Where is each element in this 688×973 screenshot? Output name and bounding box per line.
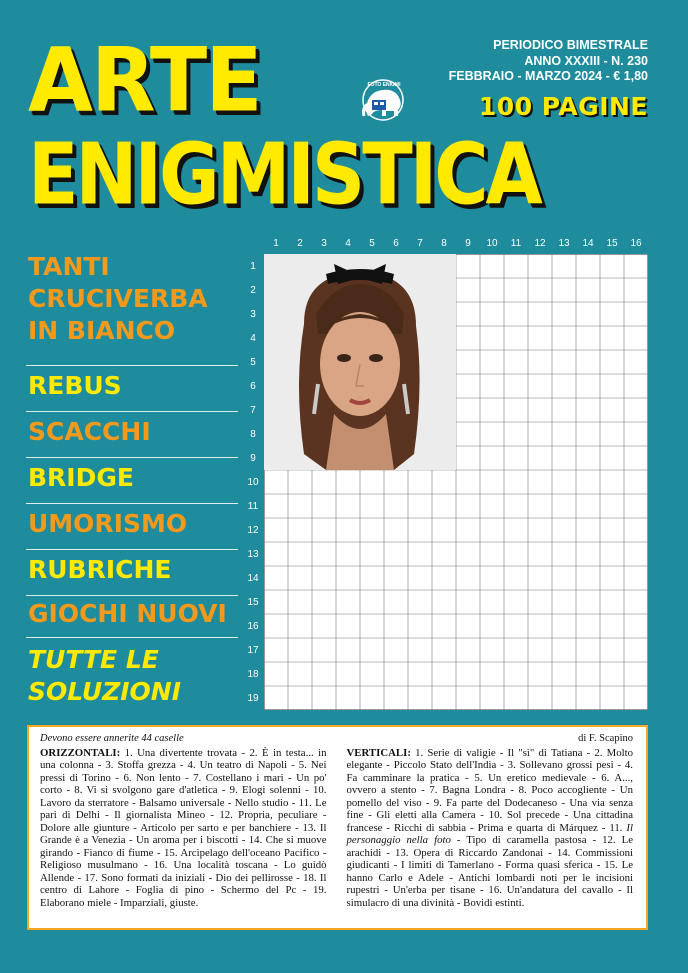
magazine-title-line2: ENIGMISTICA — [28, 125, 540, 224]
logo-text: FOTO ENIGMI — [367, 82, 401, 88]
column-number: 1 — [273, 238, 279, 249]
across-text: 1. Una divertente trovata - 2. È in testa... in una colonna - 3. Stoffa grezza - 4. Un teatro di Napoli - 5. Nei pressi di Torino - 6. Non lento - 7. Costellano i mari - Un po' corto - 8. Vi si svolgono gare d'atletica - 9. Elogi solenni - 10. Lavoro da sterratore - Balsamo universale - Nello studio - 11. Le pari di Delhi - Il giornalista Mineo - 12. Propria, peculiare - Dolore alle giunture - Articolo per sarto e per banchiere - 13. Il Grande è a Venezia - Un aroma per i biscotti - 14. Che si muove girando - Fianco di fiume - 15. Arcipelago dell'oceano Pacifico - Religioso musulmano - 16. Una località toscana - Lo guidò Allende - 17. Sono formati da iniziali - Dio dei pellirosse - 18. Il centro di Lahore - Foglia di pino - Schermo del Pc - 19. Elaborano miele - Imparziali, giuste. — [40, 746, 327, 909]
clues-down — [347, 747, 634, 910]
row-number: 16 — [247, 621, 259, 632]
publisher-logo — [354, 78, 412, 124]
column-number: 7 — [417, 238, 423, 249]
row-number: 1 — [250, 261, 256, 272]
column-number: 3 — [321, 238, 327, 249]
down-text-italic: Il personaggio nella foto — [346, 821, 633, 846]
column-number: 12 — [534, 238, 546, 249]
row-number: 13 — [247, 549, 259, 560]
column-number: 10 — [486, 238, 498, 249]
row-number: 7 — [250, 405, 256, 416]
clues-author: di F. Scapino — [578, 733, 633, 744]
celebrity-photo — [264, 254, 456, 470]
column-number: 15 — [606, 238, 618, 249]
list-giochi-nuovi: GIOCHI NUOVI — [28, 599, 227, 628]
list-soluzioni-2: SOLUZIONI — [28, 677, 182, 706]
list-bridge: BRIDGE — [28, 463, 134, 492]
row-number: 2 — [250, 285, 256, 296]
pages-count: 100 PAGINE — [478, 92, 648, 121]
column-number: 13 — [558, 238, 570, 249]
column-number: 8 — [441, 238, 447, 249]
divider — [26, 365, 238, 366]
row-number: 8 — [250, 429, 256, 440]
column-number: 4 — [345, 238, 351, 249]
row-number: 17 — [247, 645, 259, 656]
column-number: 14 — [582, 238, 594, 249]
list-cruciverba-3: IN BIANCO — [28, 316, 176, 345]
list-rubriche: RUBRICHE — [28, 555, 172, 584]
clues-note: Devono essere annerite 44 caselle — [40, 733, 184, 744]
row-number: 11 — [247, 501, 259, 512]
row-number: 18 — [247, 669, 259, 680]
column-number: 2 — [297, 238, 303, 249]
divider — [26, 503, 238, 504]
row-number: 14 — [247, 573, 259, 584]
row-number: 15 — [247, 597, 259, 608]
magazine-title-line1: ARTE — [28, 28, 261, 132]
row-number: 9 — [250, 453, 256, 464]
row-number: 6 — [250, 381, 256, 392]
list-soluzioni-1: TUTTE LE — [28, 645, 159, 674]
date-price: FEBBRAIO - MARZO 2024 - € 1,80 — [448, 69, 648, 83]
list-cruciverba-1: TANTI — [28, 252, 110, 281]
column-number: 9 — [465, 238, 471, 249]
row-number: 5 — [250, 357, 256, 368]
across-header: ORIZZONTALI: — [40, 746, 121, 759]
column-number: 11 — [510, 238, 522, 249]
row-number: 19 — [247, 693, 259, 704]
down-header: VERTICALI: — [346, 746, 411, 759]
issue-number: ANNO XXXIII - N. 230 — [524, 53, 648, 68]
row-number: 4 — [250, 333, 256, 344]
divider — [26, 411, 238, 412]
down-text-a: 1. Serie di valigie - Il "sì" di Tatiana - 2. Molto elegante - Piccolo Stato dell'India - 3. Sollevano grossi pesi - 4. Fa camminare la pratica - 5. Un eretico medievale - 6. A..., ovvero a stento - 7. Bagna Londra - 8. Poco accogliente - Un pomello del viso - 9. Fa parte del Dodecaneso - Una via senza fine - Gli eletti alla Camera - 10. Sol precede - Una cittadina francese - Ricchi di sabbia - Prima e quarta di Márquez - 11. — [346, 746, 634, 834]
clues-across — [40, 747, 327, 910]
row-number: 12 — [247, 525, 259, 536]
list-scacchi: SCACCHI — [28, 417, 151, 446]
divider — [26, 457, 238, 458]
clues-box — [27, 725, 648, 930]
row-number: 3 — [250, 309, 256, 320]
column-number: 6 — [393, 238, 399, 249]
row-number: 10 — [247, 477, 259, 488]
divider — [26, 549, 238, 550]
periodicity: PERIODICO BIMESTRALE — [493, 38, 648, 52]
down-text-b: - Tipo di caramella pastosa - 12. Le arachidi - 13. Opera di Riccardo Zandonai - 14. Commissioni giudicanti - I limiti di Tamerlano - Forma quasi sferica - 15. Le hanno Carlo e Adele - Antichi lombardi noti per le incisioni rupestri - Un'erba per tisane - 16. Un'andatura del cavallo - Il simulacro di una divinità - Bovidi estinti. — [346, 834, 633, 909]
divider — [26, 637, 238, 638]
column-number: 16 — [630, 238, 642, 249]
divider — [26, 595, 238, 596]
list-rebus: REBUS — [28, 371, 122, 400]
column-number: 5 — [369, 238, 375, 249]
list-umorismo: UMORISMO — [28, 509, 188, 538]
issue-info — [449, 38, 648, 85]
list-cruciverba-2: CRUCIVERBA — [28, 284, 208, 313]
elephant-logo-icon — [354, 78, 412, 124]
